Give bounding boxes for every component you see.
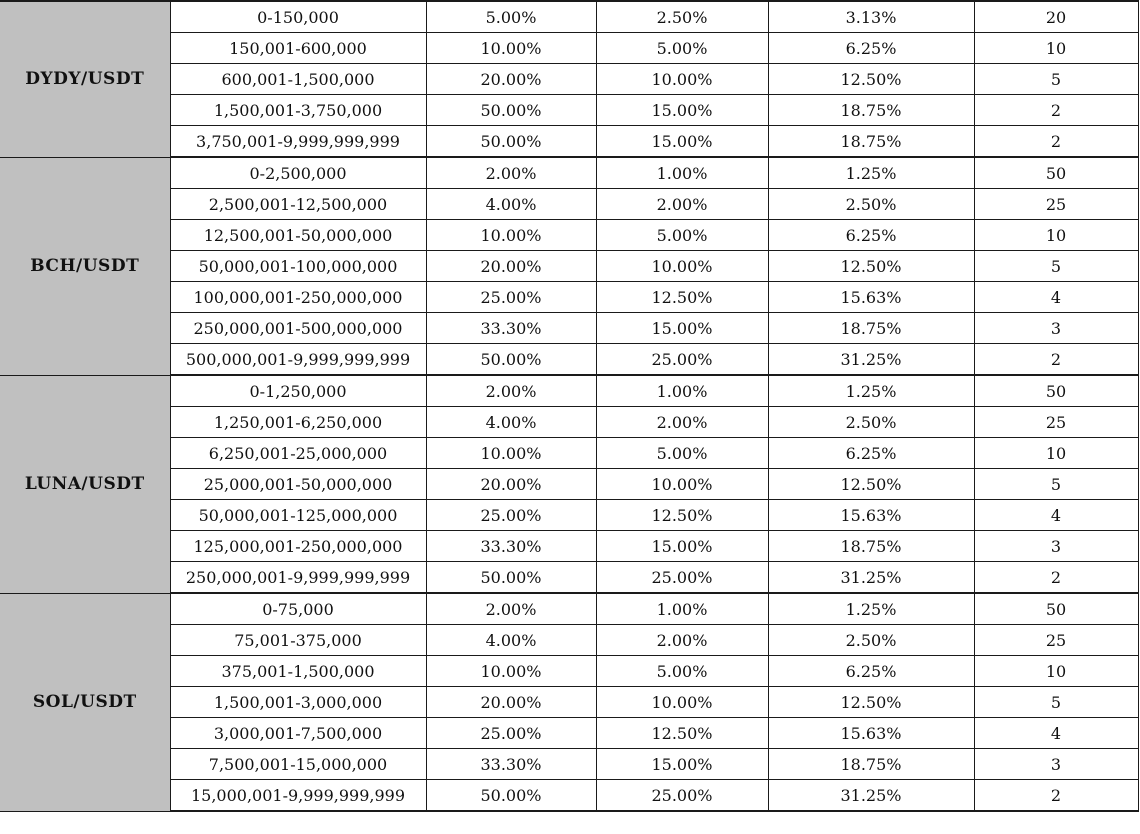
rate-a-cell: 2.00%: [426, 157, 596, 189]
table-row: [0, 562, 1138, 594]
table-row: [0, 625, 1138, 656]
rate-c-cell: 2.50%: [768, 189, 974, 220]
position-range-cell: 7,500,001-15,000,000: [170, 749, 426, 780]
rate-b-cell: 12.50%: [596, 282, 768, 313]
rate-c-cell: 18.75%: [768, 95, 974, 126]
position-range-cell: 0-2,500,000: [170, 157, 426, 189]
table-row: [0, 407, 1138, 438]
rate-a-cell: 33.30%: [426, 531, 596, 562]
position-range-cell: 0-150,000: [170, 1, 426, 33]
max-leverage-cell: 50: [974, 375, 1138, 407]
table-row: [0, 251, 1138, 282]
max-leverage-cell: 10: [974, 656, 1138, 687]
position-range-cell: 500,000,001-9,999,999,999: [170, 344, 426, 376]
max-leverage-cell: 50: [974, 157, 1138, 189]
rate-a-cell: 25.00%: [426, 282, 596, 313]
rate-c-cell: 6.25%: [768, 438, 974, 469]
rate-c-cell: 15.63%: [768, 500, 974, 531]
rate-b-cell: 5.00%: [596, 656, 768, 687]
rate-c-cell: 1.25%: [768, 375, 974, 407]
rate-a-cell: 2.00%: [426, 375, 596, 407]
rate-b-cell: 1.00%: [596, 593, 768, 625]
max-leverage-cell: 10: [974, 220, 1138, 251]
max-leverage-cell: 10: [974, 438, 1138, 469]
rate-b-cell: 10.00%: [596, 469, 768, 500]
rate-a-cell: 25.00%: [426, 500, 596, 531]
rate-a-cell: 5.00%: [426, 1, 596, 33]
table-row: [0, 126, 1138, 158]
position-range-cell: 1,500,001-3,750,000: [170, 95, 426, 126]
max-leverage-cell: 3: [974, 313, 1138, 344]
rate-c-cell: 18.75%: [768, 313, 974, 344]
rate-c-cell: 12.50%: [768, 469, 974, 500]
position-range-cell: 100,000,001-250,000,000: [170, 282, 426, 313]
rate-a-cell: 10.00%: [426, 656, 596, 687]
rate-a-cell: 20.00%: [426, 64, 596, 95]
rate-c-cell: 31.25%: [768, 344, 974, 376]
rate-a-cell: 4.00%: [426, 189, 596, 220]
rate-b-cell: 15.00%: [596, 531, 768, 562]
rate-a-cell: 33.30%: [426, 749, 596, 780]
table-row: [0, 718, 1138, 749]
max-leverage-cell: 50: [974, 593, 1138, 625]
table-row: [0, 282, 1138, 313]
max-leverage-cell: 25: [974, 189, 1138, 220]
position-range-cell: 75,001-375,000: [170, 625, 426, 656]
max-leverage-cell: 2: [974, 562, 1138, 594]
table-row: [0, 220, 1138, 251]
max-leverage-cell: 20: [974, 1, 1138, 33]
table-row: [0, 1, 1138, 33]
rate-a-cell: 20.00%: [426, 687, 596, 718]
rate-b-cell: 1.00%: [596, 157, 768, 189]
position-range-cell: 600,001-1,500,000: [170, 64, 426, 95]
table-row: [0, 593, 1138, 625]
rate-b-cell: 2.00%: [596, 407, 768, 438]
rate-b-cell: 5.00%: [596, 220, 768, 251]
rate-c-cell: 15.63%: [768, 282, 974, 313]
rate-b-cell: 10.00%: [596, 64, 768, 95]
rate-b-cell: 5.00%: [596, 438, 768, 469]
max-leverage-cell: 10: [974, 33, 1138, 64]
table-row: [0, 500, 1138, 531]
rate-b-cell: 10.00%: [596, 251, 768, 282]
position-range-cell: 12,500,001-50,000,000: [170, 220, 426, 251]
rate-c-cell: 6.25%: [768, 220, 974, 251]
table-row: [0, 95, 1138, 126]
rate-c-cell: 1.25%: [768, 157, 974, 189]
position-range-cell: 6,250,001-25,000,000: [170, 438, 426, 469]
position-range-cell: 125,000,001-250,000,000: [170, 531, 426, 562]
table-row: [0, 344, 1138, 376]
max-leverage-cell: 2: [974, 780, 1138, 812]
max-leverage-cell: 2: [974, 95, 1138, 126]
trading-pair-label: LUNA/USDT: [0, 375, 170, 593]
rate-a-cell: 25.00%: [426, 718, 596, 749]
rate-c-cell: 12.50%: [768, 687, 974, 718]
rate-a-cell: 20.00%: [426, 251, 596, 282]
trading-pair-label: BCH/USDT: [0, 157, 170, 375]
rate-b-cell: 5.00%: [596, 33, 768, 64]
rate-b-cell: 25.00%: [596, 562, 768, 594]
position-range-cell: 25,000,001-50,000,000: [170, 469, 426, 500]
rate-c-cell: 31.25%: [768, 780, 974, 812]
rate-c-cell: 31.25%: [768, 562, 974, 594]
position-range-cell: 15,000,001-9,999,999,999: [170, 780, 426, 812]
rate-a-cell: 2.00%: [426, 593, 596, 625]
rate-c-cell: 12.50%: [768, 251, 974, 282]
rate-b-cell: 2.00%: [596, 189, 768, 220]
rate-b-cell: 25.00%: [596, 344, 768, 376]
rate-c-cell: 18.75%: [768, 126, 974, 158]
table-row: [0, 189, 1138, 220]
rate-c-cell: 3.13%: [768, 1, 974, 33]
rate-b-cell: 10.00%: [596, 687, 768, 718]
position-range-cell: 1,250,001-6,250,000: [170, 407, 426, 438]
position-range-cell: 50,000,001-125,000,000: [170, 500, 426, 531]
rate-a-cell: 10.00%: [426, 33, 596, 64]
rate-c-cell: 6.25%: [768, 656, 974, 687]
max-leverage-cell: 5: [974, 469, 1138, 500]
table-row: [0, 780, 1138, 812]
table-row: [0, 375, 1138, 407]
position-range-cell: 2,500,001-12,500,000: [170, 189, 426, 220]
rate-b-cell: 15.00%: [596, 749, 768, 780]
rate-a-cell: 4.00%: [426, 625, 596, 656]
rate-b-cell: 12.50%: [596, 718, 768, 749]
rate-a-cell: 50.00%: [426, 562, 596, 594]
table-row: [0, 656, 1138, 687]
table-row: [0, 64, 1138, 95]
table-row: [0, 33, 1138, 64]
rate-c-cell: 12.50%: [768, 64, 974, 95]
max-leverage-cell: 5: [974, 64, 1138, 95]
position-range-cell: 250,000,001-500,000,000: [170, 313, 426, 344]
rate-c-cell: 2.50%: [768, 407, 974, 438]
rate-a-cell: 33.30%: [426, 313, 596, 344]
table-row: [0, 157, 1138, 189]
rate-c-cell: 18.75%: [768, 749, 974, 780]
rate-b-cell: 1.00%: [596, 375, 768, 407]
position-range-cell: 375,001-1,500,000: [170, 656, 426, 687]
max-leverage-cell: 5: [974, 251, 1138, 282]
position-range-cell: 1,500,001-3,000,000: [170, 687, 426, 718]
rate-b-cell: 25.00%: [596, 780, 768, 812]
max-leverage-cell: 4: [974, 500, 1138, 531]
rate-b-cell: 12.50%: [596, 500, 768, 531]
table-row: [0, 749, 1138, 780]
position-range-cell: 50,000,001-100,000,000: [170, 251, 426, 282]
rate-c-cell: 6.25%: [768, 33, 974, 64]
rate-a-cell: 10.00%: [426, 438, 596, 469]
position-range-cell: 3,750,001-9,999,999,999: [170, 126, 426, 158]
max-leverage-cell: 4: [974, 718, 1138, 749]
max-leverage-cell: 2: [974, 344, 1138, 376]
margin-tier-table-body: [0, 1, 1138, 811]
rate-c-cell: 18.75%: [768, 531, 974, 562]
max-leverage-cell: 25: [974, 407, 1138, 438]
table-row: [0, 313, 1138, 344]
rate-a-cell: 4.00%: [426, 407, 596, 438]
rate-c-cell: 15.63%: [768, 718, 974, 749]
rate-c-cell: 1.25%: [768, 593, 974, 625]
max-leverage-cell: 5: [974, 687, 1138, 718]
rate-b-cell: 2.50%: [596, 1, 768, 33]
rate-a-cell: 50.00%: [426, 95, 596, 126]
max-leverage-cell: 4: [974, 282, 1138, 313]
rate-a-cell: 50.00%: [426, 126, 596, 158]
rate-a-cell: 50.00%: [426, 780, 596, 812]
position-range-cell: 150,001-600,000: [170, 33, 426, 64]
trading-pair-label: SOL/USDT: [0, 593, 170, 811]
rate-c-cell: 2.50%: [768, 625, 974, 656]
max-leverage-cell: 3: [974, 749, 1138, 780]
position-range-cell: 3,000,001-7,500,000: [170, 718, 426, 749]
rate-b-cell: 15.00%: [596, 313, 768, 344]
rate-a-cell: 10.00%: [426, 220, 596, 251]
max-leverage-cell: 2: [974, 126, 1138, 158]
position-range-cell: 0-75,000: [170, 593, 426, 625]
rate-b-cell: 15.00%: [596, 126, 768, 158]
rate-a-cell: 50.00%: [426, 344, 596, 376]
table-row: [0, 438, 1138, 469]
position-range-cell: 0-1,250,000: [170, 375, 426, 407]
max-leverage-cell: 3: [974, 531, 1138, 562]
trading-pair-label: DYDY/USDT: [0, 1, 170, 157]
rate-b-cell: 15.00%: [596, 95, 768, 126]
rate-b-cell: 2.00%: [596, 625, 768, 656]
table-row: [0, 469, 1138, 500]
rate-a-cell: 20.00%: [426, 469, 596, 500]
position-range-cell: 250,000,001-9,999,999,999: [170, 562, 426, 594]
max-leverage-cell: 25: [974, 625, 1138, 656]
table-row: [0, 531, 1138, 562]
table-row: [0, 687, 1138, 718]
